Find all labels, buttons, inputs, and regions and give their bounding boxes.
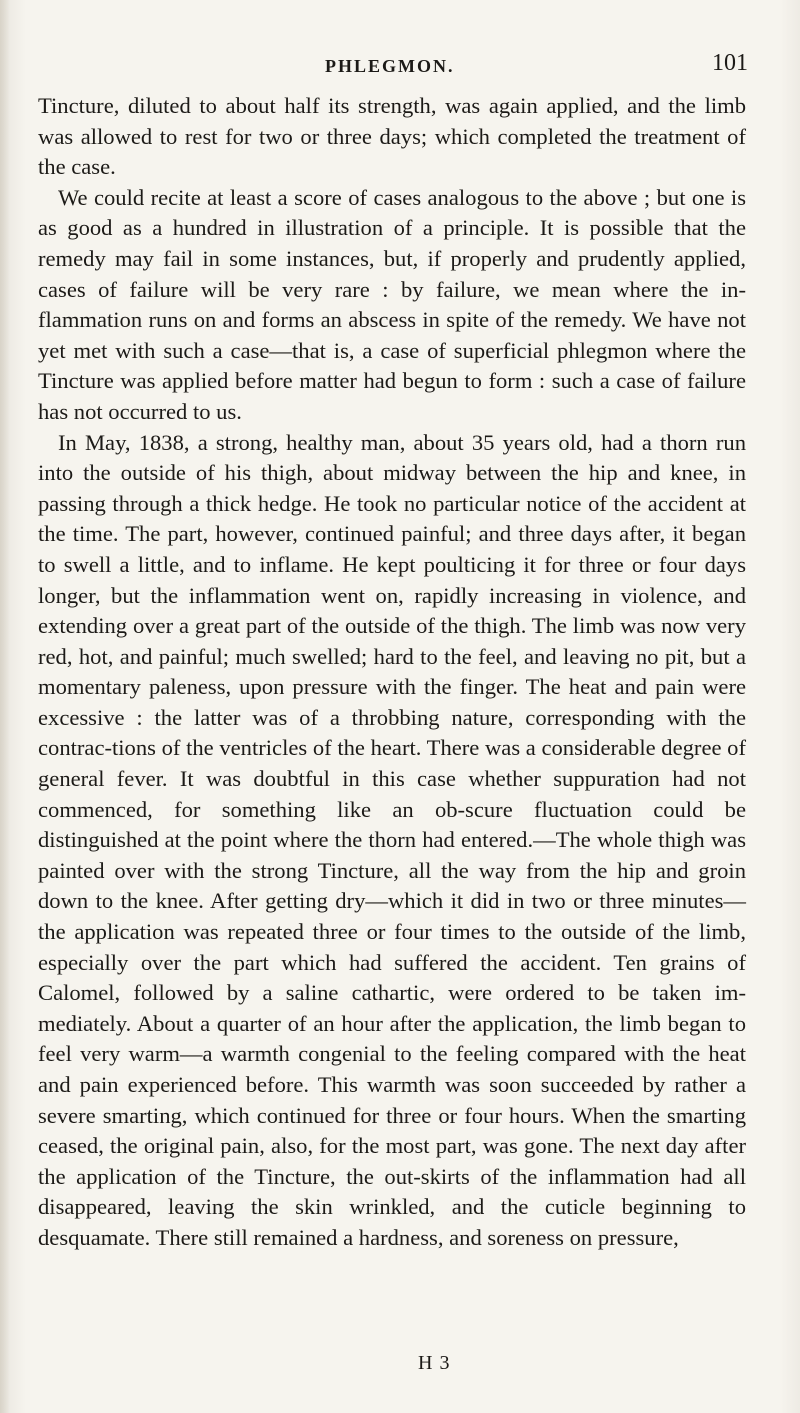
body-text (38, 91, 746, 1254)
binding-edge (0, 0, 10, 1413)
printer-signature-mark: H 3 (418, 1352, 451, 1374)
running-head: PHLEGMON. (325, 56, 455, 76)
page-number: 101 (712, 50, 748, 76)
paragraph-continuation: Tincture, diluted to about half its strength, was again applied, and the limb was allowed to rest for two or three days; which completed the treatment of the case. (38, 93, 746, 180)
paragraph-principle: We could recite at least a score of cases analogous to the above ; but one is as good as a hundred in illustration of a principle. It is possible that the remedy may fail in some instances, but, if properly and prudently applied, cases of failure will be very rare : by failure, we mean where the in-flammation runs on and forms an abscess in spite of the remedy. We have not yet met with such a case—that is, a case of superficial phlegmon where the Tincture was applied before matter had begun to form : such a case of failure has not occurred to us. (38, 184, 746, 424)
paragraph-case-report: In May, 1838, a strong, healthy man, about 35 years old, had a thorn run into the outside of his thigh, about midway between the hip and knee, in passing through a thick hedge. He took no particular notice of the accident at the time. The part, however, continued painful; and three days after, it began to swell a little, and to inflame. He kept poulticing it for three or four days longer, but the inflammation went on, rapidly increasing in violence, and extending over a great part of the outside of the thigh. The limb was now very red, hot, and painful; much swelled; hard to the feel, and leaving no pit, but a momentary paleness, upon pressure with the finger. The heat and pain were excessive : the latter was of a throbbing nature, corresponding with the contrac-tions of the ventricles of the heart. There was a considerable degree of general fever. It was doubtful in this case whether suppuration had not commenced, for something like an ob-scure fluctuation could be distinguished at the point where the thorn had entered.—The whole thigh was painted over with the strong Tincture, all the way from the hip and groin down to the knee. After getting dry—which it did in two or three minutes—the application was repeated three or four times to the outside of the limb, especially over the part which had suffered the accident. Ten grains of Calomel, followed by a saline cathartic, were ordered to be taken im-mediately. About a quarter of an hour after the application, the limb began to feel very warm—a warmth congenial to the feeling compared with the heat and pain experienced before. This warmth was soon succeeded by rather a severe smarting, which continued for three or four hours. When the smarting ceased, the original pain, also, for the most part, was gone. The next day after the application of the Tincture, the out-skirts of the inflammation had all disappeared, leaving the skin wrinkled, and the cuticle beginning to desquamate. There still remained a hardness, and soreness on pressure, (38, 429, 746, 1250)
